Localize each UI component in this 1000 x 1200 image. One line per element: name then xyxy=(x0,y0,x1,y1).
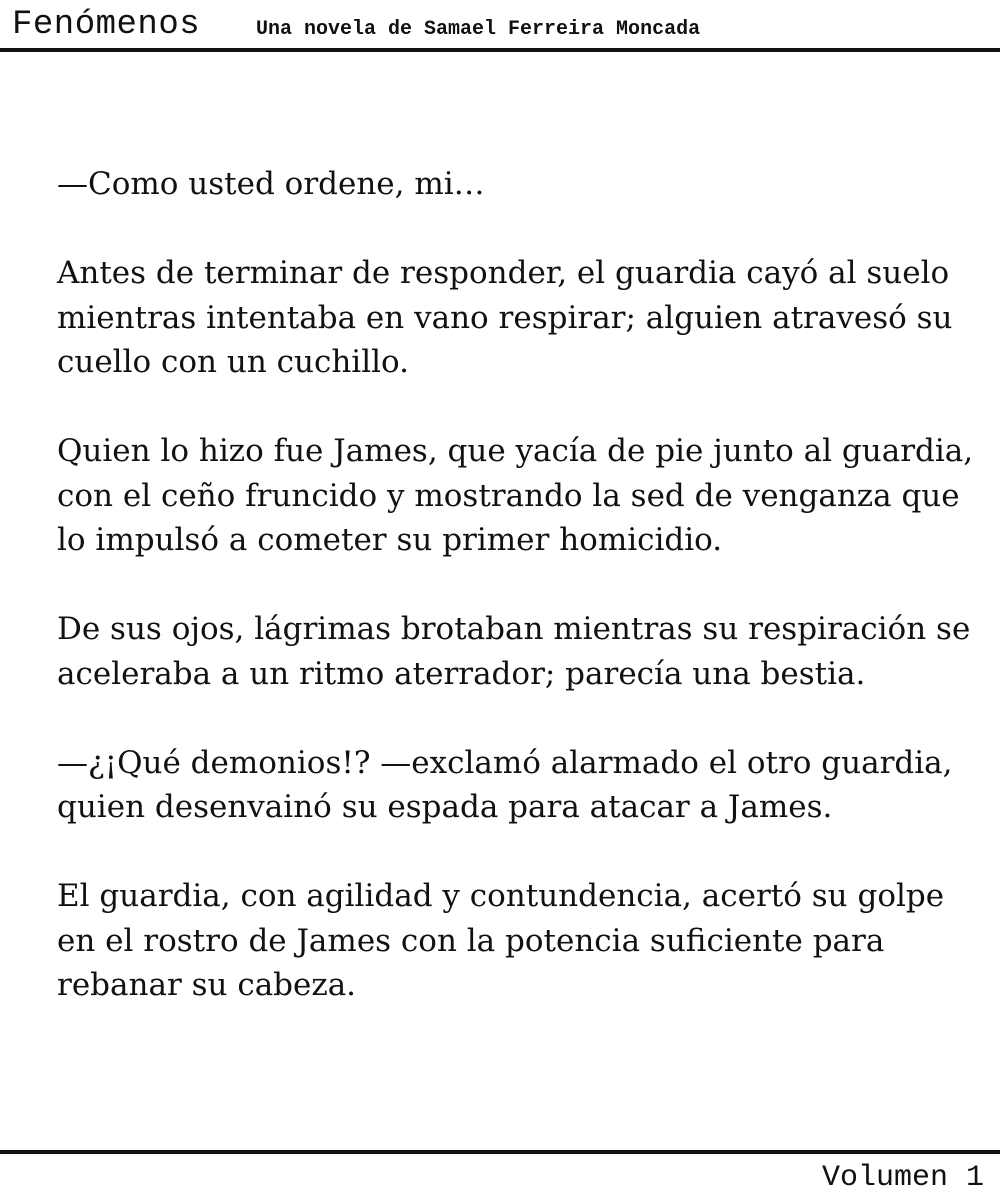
paragraph: —Como usted ordene, mi… xyxy=(57,166,485,202)
book-subtitle: Una novela de Samael Ferreira Moncada xyxy=(256,18,701,41)
page-header xyxy=(0,0,1000,52)
page-footer xyxy=(0,1150,1000,1200)
paragraph: Antes de terminar de responder, el guardia cayó al suelo mientras intentaba en vano respirar; alguien atravesó su cuello con un cuchillo. xyxy=(57,255,953,380)
page-body xyxy=(57,162,987,1008)
book-title: Fenómenos xyxy=(12,6,201,44)
volume-label: Volumen 1 xyxy=(821,1161,984,1195)
paragraph: El guardia, con agilidad y contundencia, acertó su golpe en el rostro de James con la potencia suficiente para rebanar su cabeza. xyxy=(57,878,945,1003)
paragraph: De sus ojos, lágrimas brotaban mientras su respiración se aceleraba a un ritmo aterrador; parecía una bestia. xyxy=(57,611,971,692)
paragraph: Quien lo hizo fue James, que yacía de pie junto al guardia, con el ceño fruncido y mostrando la sed de venganza que lo impulsó a cometer su primer homicidio. xyxy=(57,433,974,558)
paragraph: —¿¡Qué demonios!? —exclamó alarmado el otro guardia, quien desenvainó su espada para atacar a James. xyxy=(57,744,953,825)
